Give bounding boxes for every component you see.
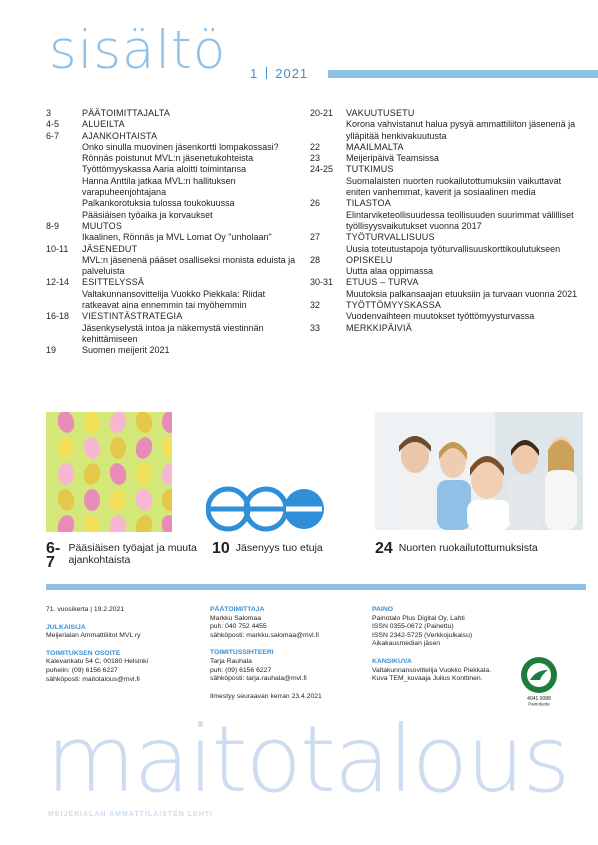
- office-line: Kalevankatu 54 C, 00180 Helsinki: [46, 658, 149, 666]
- toc-body: [346, 277, 578, 300]
- issue-year: 2021: [275, 66, 309, 81]
- toc-body: [82, 277, 296, 311]
- toc-item: Onko sinulla muovinen jäsenkortti lompakossasi?: [82, 141, 279, 152]
- cover-label: KANSIKUVA: [372, 657, 412, 665]
- toc-entry: [46, 221, 296, 244]
- toc-heading: MAAILMALTA: [346, 141, 404, 152]
- caption-text: Pääsiäisen työajat ja muuta ajankohtaista: [68, 542, 197, 566]
- top-accent-bar: [328, 70, 598, 78]
- office-line: puhelin: (09) 6156 6227: [46, 666, 118, 674]
- toc-item: Vuodenvaihteen muutokset työttömyysturvassa: [346, 311, 535, 322]
- toc-item: Suomalaisten nuorten ruokailutottumuksiin vaikuttavat eniten vanhemmat, kaverit ja sosiaalinen media: [346, 175, 562, 198]
- colophon-print: [372, 606, 522, 684]
- egg-shape: [110, 437, 126, 459]
- toc-heading: TILASTOA: [346, 198, 391, 209]
- toc-page: 24-25: [310, 164, 334, 175]
- toc-entry: [46, 244, 296, 278]
- toc-page: 12-14: [46, 277, 70, 288]
- toc-heading: AJANKOHTAISTA: [82, 130, 158, 141]
- toc-entry: [310, 323, 578, 334]
- toc-entry: [310, 108, 578, 142]
- toc-page: 10-11: [46, 243, 69, 254]
- toc-page: 3: [46, 108, 52, 118]
- toc-heading: Meijeripäivä Teamsissa: [346, 153, 439, 164]
- toc-heading: TYÖTTÖMYYSKASSA: [346, 300, 442, 311]
- toc-heading: TYÖTURVALLISUUS: [346, 232, 435, 243]
- toc-entry: [46, 131, 296, 221]
- toc-page: 4-5: [46, 119, 60, 130]
- toc-body: [346, 153, 578, 164]
- toc-page: 33: [310, 322, 321, 333]
- cover-line: Kuva TEM_kuvaaja Julius Konttinen.: [372, 675, 483, 683]
- toc-entry: [310, 300, 578, 323]
- toc-page: 6-7: [46, 130, 60, 141]
- caption-membership: [212, 542, 362, 556]
- toc-heading: OPISKELU: [346, 254, 393, 265]
- masthead-subtitle: MEIJERIALAN AMMATTILAISTEN LEHTI: [48, 811, 213, 818]
- toc-entry: [310, 277, 578, 300]
- toc-heading: VAKUUTUSETU: [346, 108, 415, 118]
- caption-page: 10: [212, 540, 230, 557]
- toc-item: Pääsiäisen työaika ja korvaukset: [82, 209, 213, 220]
- toc-body: [82, 345, 296, 356]
- caption-text: Nuorten ruokailutottumuksista: [398, 542, 538, 554]
- toc-left-column: [46, 108, 296, 357]
- secretary-line: puh: (09) 6156 6227: [210, 666, 272, 674]
- office-label: TOIMITUKSEN OSOITE: [46, 649, 121, 657]
- toc-body: [82, 244, 296, 278]
- print-line: Aikakausmedian jäsen: [372, 640, 441, 648]
- toc-item: Jäsenkyselystä intoa ja näkemystä viestinnän kehittämiseen: [82, 322, 264, 344]
- toc-body: [346, 108, 578, 142]
- toc-heading: VIESTINTÄSTRATEGIA: [82, 311, 183, 322]
- toc-item: Hanna Anttila jatkaa MVL:n hallituksen varapuheenjohtajana: [82, 175, 236, 198]
- caption-easter: [46, 542, 206, 570]
- issue-no: 1: [250, 66, 259, 81]
- toc-entry: [310, 153, 578, 164]
- toc-item: Elintarviketeollisuudessa teollisuuden suurimmat välilliset työllisyysvaikutukset vuonna 2017: [346, 209, 574, 231]
- print-label: PAINO: [372, 606, 394, 613]
- toc-entry: [46, 345, 296, 356]
- caption-page: 24: [375, 540, 393, 557]
- toc-page: 26: [310, 198, 321, 209]
- toc-page: 27: [310, 232, 321, 243]
- office-line: sähköposti: maitotalous@mvl.fi: [46, 675, 140, 683]
- egg-shape: [84, 412, 100, 433]
- toc-page: 19: [46, 345, 57, 356]
- toc-page: 28: [310, 254, 321, 265]
- toc-item: Ikaalinen, Rönnäs ja MVL Lomat Oy "unholaan": [82, 232, 272, 243]
- toc-heading: PÄÄTOIMITTAJALTA: [82, 108, 171, 118]
- easter-eggs-image: [46, 412, 172, 532]
- toc-item: Muutoksia palkansaajan etuuksiin ja turvaan vuonna 2021: [346, 288, 578, 299]
- toc-page: 22: [310, 141, 321, 152]
- toc-body: [82, 119, 296, 130]
- egg-shape: [136, 463, 152, 485]
- issue-number: [250, 66, 308, 81]
- editor-label: PÄÄTOIMITTAJA: [210, 606, 265, 613]
- toc-body: [82, 131, 296, 221]
- toc-entry: [310, 198, 578, 232]
- toc-page: 8-9: [46, 220, 60, 231]
- toc-heading: TUTKIMUS: [346, 164, 394, 175]
- toc-page: 32: [310, 300, 321, 311]
- print-line: ISSN 2342-5725 (Verkkojulkaisu): [372, 631, 473, 639]
- secretary-line: Tarja Rauhala: [210, 657, 252, 665]
- toc-body: [346, 232, 578, 255]
- toc-entry: [310, 255, 578, 278]
- toc-heading: ALUEILTA: [82, 119, 125, 130]
- toc-entry: [310, 232, 578, 255]
- toc-item: Uusia toteutustapoja työturvallisuuskorttikoulutukseen: [346, 243, 561, 254]
- nordic-swan-ecolabel-icon: [520, 656, 558, 706]
- secretary-label: TOIMITUSSIHTEERI: [210, 649, 274, 657]
- young-people-image: [375, 412, 583, 530]
- toc-heading: MUUTOS: [82, 220, 123, 231]
- print-line: ISSN 0355-0672 (Painettu): [372, 623, 454, 631]
- page-title: sisältö: [49, 20, 227, 81]
- publisher-name: Meijerialan Ammattiliitot MVL ry: [46, 632, 141, 640]
- toc-item: MVL:n jäsenenä pääset osalliseksi monista eduista ja palveluista: [82, 254, 296, 277]
- editor-line: puh: 040 752 4455: [210, 623, 267, 631]
- toc-heading: MERKKIPÄIVIÄ: [346, 322, 412, 333]
- next-issue: Ilmestyy seuraavan kerran 23.4.2021: [210, 692, 322, 700]
- toc-item: Valtakunnansovittelija Vuokko Piekkala: Riidat ratkeavat aina ennemmin tai myöhemmin: [82, 288, 266, 311]
- egg-shape: [58, 463, 74, 485]
- toc-right-column: [310, 108, 578, 334]
- swan-code: 4041 0088: [527, 696, 551, 702]
- toc-body: [346, 255, 578, 278]
- toc-item: Korona vahvistanut halua pysyä ammattiliiton jäsenenä ja ylläpitää henkivakuutusta: [346, 119, 576, 141]
- toc-heading: ETUUS – TURVA: [346, 277, 419, 288]
- print-line: Painotalo Plus Digital Oy, Lahti: [372, 614, 465, 622]
- toc-body: [82, 311, 296, 345]
- toc-body: [82, 108, 296, 119]
- editor-line: sähköposti: markku.salomaa@mvl.fi: [210, 631, 319, 639]
- publisher-label: JULKAISIJA: [46, 623, 86, 631]
- toc-heading: ESITTELYSSÄ: [82, 277, 145, 288]
- secretary-line: sähköposti: tarja.rauhala@mvl.fi: [210, 675, 307, 683]
- toc-body: [82, 221, 296, 244]
- toc-page: 30-31: [310, 277, 334, 288]
- toc-body: [346, 300, 578, 323]
- mvl-logo-icon: [206, 486, 326, 532]
- caption-page: 6-7: [46, 540, 61, 571]
- editor-line: Markku Salomaa: [210, 614, 261, 622]
- toc-page: 20-21: [310, 108, 334, 118]
- toc-body: [346, 142, 578, 153]
- toc-item: Rönnäs poistunut MVL:n jäsenetukohteista: [82, 153, 254, 164]
- colophon-publisher: [46, 606, 206, 684]
- toc-body: [346, 323, 578, 334]
- toc-heading: Suomen meijerit 2021: [82, 345, 170, 356]
- caption-text: Jäsenyys tuo etuja: [235, 542, 323, 554]
- toc-entry: [310, 164, 578, 198]
- caption-youth: [375, 542, 575, 556]
- toc-body: [346, 164, 578, 198]
- toc-entry: [310, 142, 578, 153]
- egg-shape: [84, 489, 100, 511]
- toc-item: Uutta alaa oppimassa: [346, 266, 434, 277]
- toc-item: Työttömyyskassa Aaria aloitti toimintansa: [82, 164, 247, 175]
- toc-page: 16-18: [46, 311, 70, 322]
- toc-entry: [46, 119, 296, 130]
- masthead-logo: maitotalous: [46, 706, 569, 813]
- issue-separator: [266, 67, 267, 79]
- volume-line: 71. vuosikerta | 19.2.2021: [46, 606, 125, 613]
- colophon-editors: [210, 606, 365, 701]
- toc-page: 23: [310, 153, 321, 164]
- toc-entry: [46, 108, 296, 119]
- swan-label: Painotuote: [528, 701, 550, 706]
- cover-line: Valtakunnansovittelija Vuokko Piekkala.: [372, 666, 492, 674]
- toc-entry: [46, 277, 296, 311]
- toc-entry: [46, 311, 296, 345]
- toc-heading: JÄSENEDUT: [82, 243, 138, 254]
- toc-body: [346, 198, 578, 232]
- toc-item: Palkankorotuksia tulossa toukokuussa: [82, 198, 235, 209]
- mid-accent-bar: [46, 584, 586, 590]
